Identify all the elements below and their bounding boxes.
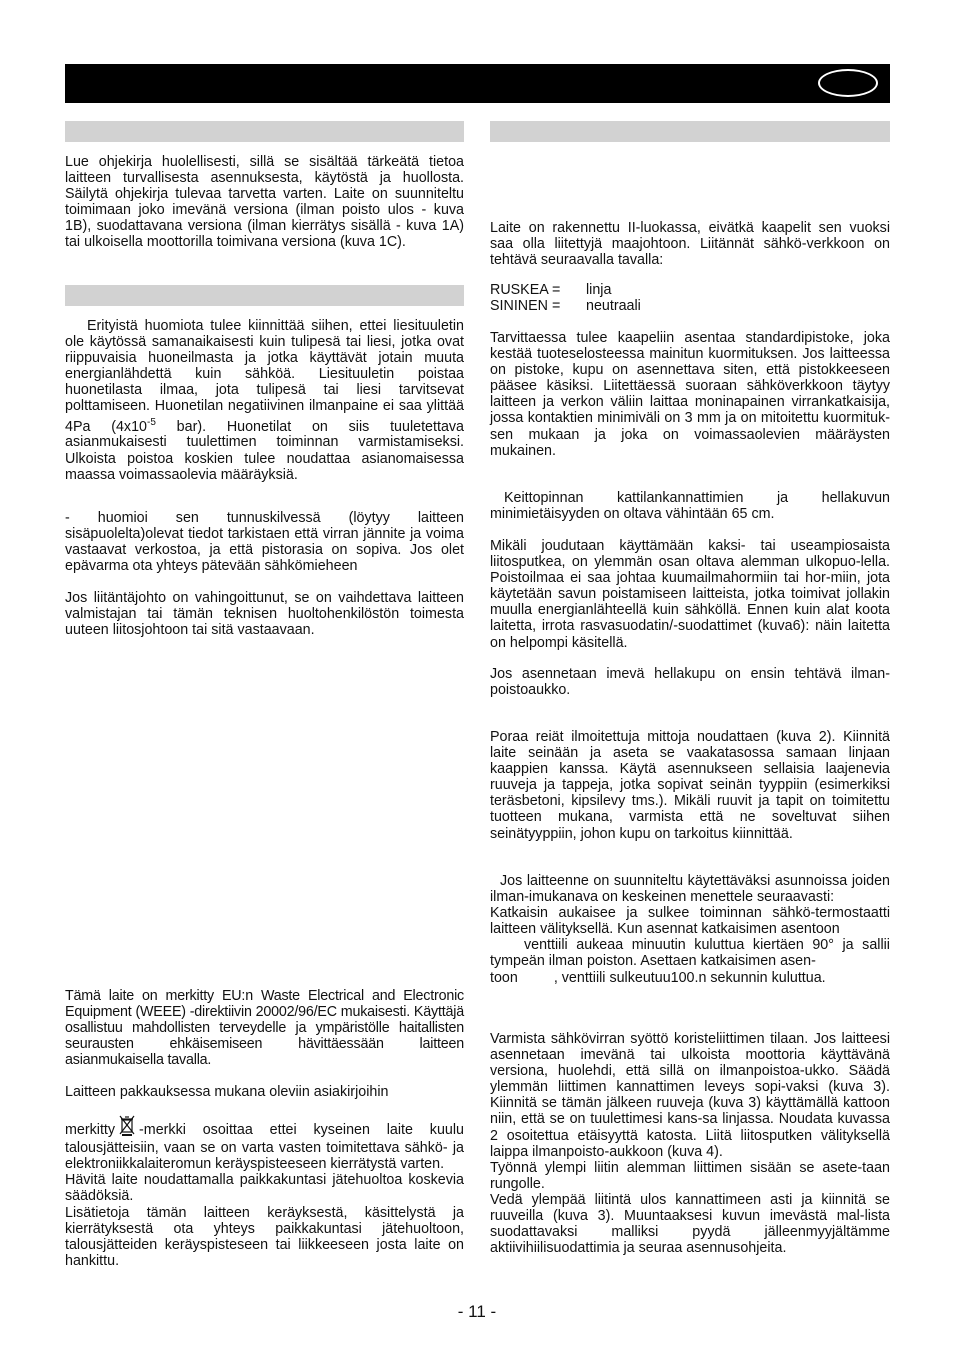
weee-paragraph: Tämä laite on merkitty EU:n Waste Electrical and Electronic Equipment (WEEE) -direktiivin 20002/96/EC mukaisesti. Käyttäjä osallistuu mahdollisten terveydelle ja ympäristölle haitallisten seurausten ehkäisemiseen hävittäessään laitteen asianmukaisella tavalla. [65,988,464,1069]
right-distance-block [490,490,890,522]
duct-paragraph: Jos laitteenne on suunniteltu käytettäväksi asunnoissa joiden ilman-imukanava on keskeinen menettele seuraavasti: [490,873,890,906]
drill-paragraph: Poraa reiät ilmoitettuja mittoja noudattaen (kuva 2). Kiinnitä laite seinään ja aseta se vaakatasossa samaan linjaan kaappien kanssa. Käytä asennukseen sellaisia laajenevia ruuveja ja tappeja, jotka sopivat seinän tyyppiin (esimerkiksi teräsbetoni, kipsilevy tms.). Mikäli ruuvit ja tapit on toimitettu tuotteen mukana, varmista että ne soveltuvat siihen seinätyyppiin, johon kupu on tarkoitus kiinnittää. [490,729,890,842]
hood-paragraph: Jos asennetaan imevä hellakupu on ensin tehtävä ilman-poistoaukko. [490,666,890,699]
safety-text-b: bar). Huonetilat on siis tuuletettava asianmukaisesti tuulettimen toiminnan varmistamiseksi. Ulkoista poistoa koskien tulee noudattaa asianomaisessa maassa voimassaolevia määräyksiä. [65,418,464,483]
wire-brown-value: linja [586,282,612,298]
section-bar-electrical [490,121,890,142]
wire-row-blue [490,298,890,314]
info-paragraph: Lisätietoja tämän laitteen keräyksestä, käsittelystä ja kierrätyksestä ota yhteys paikkakuntasi jätehuoltoon, talousjätteiden keräyspisteseen tai liikkeeseen josta laite on hankittu. [65,1204,464,1269]
switch-c-text-b: , venttiili sulkeutuu100.n sekunnin kuluttua. [553,969,826,986]
wire-brown-label: RUSKEA = [490,282,561,298]
push-paragraph: Työnnä ylempi liitin alemman liittimen sisään se asete-taan rungolle. [490,1159,890,1192]
left-disposal-block [65,1084,464,1269]
right-mount-block [490,1031,890,1256]
section-bar-intro [65,121,464,142]
wire-blue-value: neutraali [586,298,641,315]
page-number: - 11 - [457,1302,497,1321]
pull-paragraph: Vedä ylempää liitintä ulos kannattimeen asti ja kiinnitä se ruuveilla (kuva 3). Muuntaaksesi kuvun imevästä mal-lista suodattavaksi malliksi pyydä jälleenmyyjältämme aktiivihiilisuodattimia ja seuraa asennusohjeita. [490,1191,890,1257]
right-drill-block [490,729,890,842]
check-paragraph: - huomioi sen tunnuskilvessä (löytyy laitteen sisäpuolelta)olevat tiedot tarkistaen että virran jännite ja voima vastaavat verkostoa, ja että pistorasia on sopiva. Jos olet epävarma ota yhteys pätevään sähkömieheen [65,510,464,575]
merkitty-text-b: -merkki osoittaa ettei kyseinen laite kuulu talousjätteisiin, vaan se on varta vasten toimitettava sähkö- ja elektroniikkalaiteromun keräyspisteeseen kierrätystä varten. [65,1122,464,1173]
right-duct-block [490,873,890,986]
right-class-block [490,220,890,268]
left-safety-block [65,318,464,483]
plug-paragraph: Tarvittaessa tulee kaapeliin asentaa standardipistoke, joka kestää tuoteselosteessa mainitun kuormituksen. Jos laitteessa on pistoke, kupu on asennettava siten, että pistokkeeseen pääsee käsiksi. Liitettäessä suoraan sähköverkkoon täytyy laitteen ja verkon väliin laittaa moninapainen virrankatkaisija, jossa kontaktien minimiväli on 3 mm ja on mitoitettu kuormituk-sen mukaan ja joka on voimassaolevien määräysten mukainen. [490,330,890,459]
intro-paragraph: Lue ohjekirja huolellisesti, sillä se sisältää tärkeätä tietoa laitteen turvallisesta asennuksesta, käytöstä ja huollosta. Säilytä ohjekirja tulevaa tarvetta varten. Laite on suunniteltu toimimaan joko imevänä versiona (ilman poisto ulos - kuva 1B), suodattavana versiona (ilman kierrätys sisällä - kuva 1A) tai ulkoisella moottorilla toimivana versiona (kuva 1C). [65,154,464,251]
wire-blue-label: SININEN = [490,298,561,315]
safety-text-a: Erityistä huomiota tulee kiinnittää siihen, ettei liesituuletin ole käytössä samanaikaisesti kuin tulipesä tai liesi, jotka ovat riippuvaisia huoneilmasta ja jotka käyttävät jotain muuta energianlähdettä kuin sähköä. Liesituuletin poistaa huonetilasta ilmaa, jota tulipesä tai liesi tarvitsevat polttamiseen. Huonetilan negatiivinen ilmanpaine ei saa ylittää 4Pa (4x10 [65,318,464,435]
left-intro-block [65,154,464,251]
switch-paragraph-a: Katkaisin aukaisee ja sulkee toiminnan sähkö-termostaatti laitteen välityksellä. Kun asennat katkaisimen asentoon [490,905,890,938]
cable-paragraph: Jos liitäntäjohto on vahingoittunut, se on vaihdettava laitteen valmistajan tai tämän teknisen huoltohenkilöstön toimesta uuteen liitosjohtoon tai sitä vastaavaan. [65,590,464,639]
pipe-paragraph: Mikäli joudutaan käyttämään kaksi- tai useampiosaista liitosputkea, on ylemmän osan oltava alemman ulkopuo-lella. Poistoilmaa ei saa johtaa kuumailmahormiin tai hor-miin, jota käytetään savun poistamiseen laitteista, jotka toimivat jollakin muulla energianlähteellä kuin sähköllä. Ennen kuin alat koota laitetta, irrota rasvasuodatin/-suodattimet (kuva6): näin laitetta on helpompi käsitellä. [490,538,890,651]
language-oval-badge [818,69,878,97]
docs-paragraph: Laitteen pakkauksessa mukana oleviin asiakirjoihin [65,1084,389,1100]
right-hood-block [490,666,890,698]
wire-row-brown [490,282,890,298]
left-check-block [65,510,464,574]
merkitty-text-a: merkitty [65,1122,116,1139]
right-pipe-block [490,538,890,651]
left-weee-block [65,988,464,1068]
crossed-bin-icon [119,1114,135,1140]
switch-c-text-a: toon [490,969,518,986]
left-cable-block [65,590,464,638]
switch-paragraph-c [490,970,890,986]
class2-paragraph: Laite on rakennettu II-luokassa, eivätkä kaapelit sen vuoksi saa olla liitettyjä maajohtoon. Liitännät sähkö-verkkoon on tehtävä seuraavalla tavalla: [490,220,890,269]
mount-paragraph: Varmista sähkövirran syöttö koristeliittimen tilaan. Jos laitteesi asennetaan imevänä tai ulkoista moottoria käyttävänä versiona, huolehdi, että sillä on ilmanpoistoa-ukko. Säädä ylemmän liittimen kannattimen leveys sopi-vaksi (kuva 3). Kiinnitä se tämän jälkeen ruuveja (kuva 3) käyttämällä kattoon niin, että se on tuulettimesi kans-sa linjassa. Noudata kuvassa 2 osoitettua etäisyyttä katosta. Liitä liitosputken välityksellä laippa ilmanpoisto-aukkoon (kuva 4). [490,1031,890,1160]
wire-colors-block [490,282,890,314]
safety-exponent: -5 [146,416,156,428]
section-bar-safety [65,285,464,306]
distance-paragraph: Keittopinnan kattilankannattimien ja hellakuvun minimietäisyyden on oltava vähintään 65 cm. [490,490,890,523]
dispose-paragraph: Hävitä laite noudattamalla paikkakuntasi jätehuoltoa koskevia säädöksiä. [65,1172,464,1205]
merkitty-paragraph [65,1114,464,1172]
right-plug-block [490,330,890,459]
switch-paragraph-b: venttiili aukeaa minuutin kuluttua kiertäen 90° ja sallii tympeän ilman poiston. Asettaen katkaisimen asen- [490,937,890,970]
header-bar [65,64,890,103]
safety-paragraph [65,318,464,483]
